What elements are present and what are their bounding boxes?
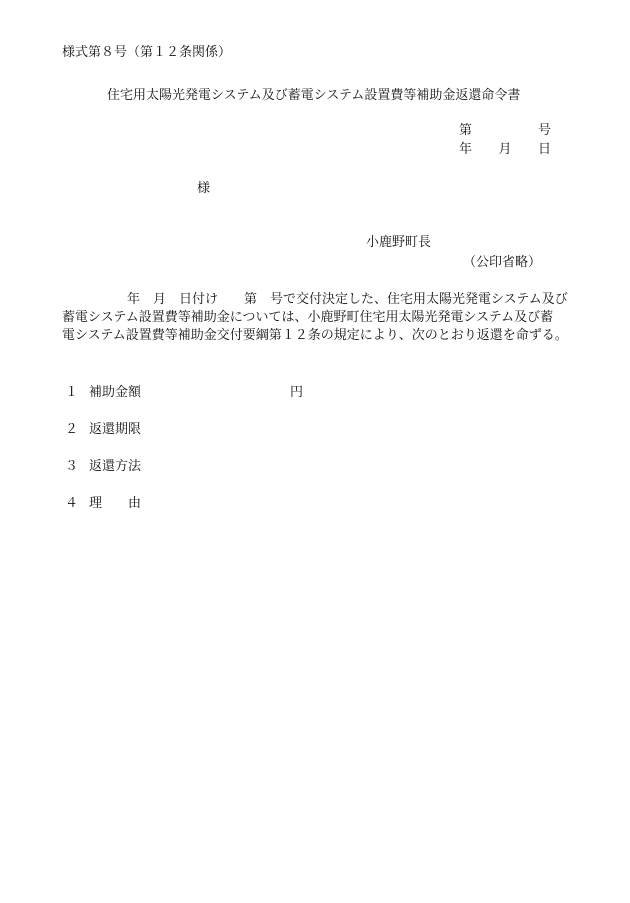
item-label: 返還期限 <box>89 422 142 437</box>
item-reason <box>65 497 159 510</box>
item-repayment-method <box>65 460 159 473</box>
item-number: ３ <box>65 459 79 474</box>
document-number-line <box>459 124 551 137</box>
document-title: 住宅用太陽光発電システム及び蓄電システム設置費等補助金返還命令書 <box>107 88 521 103</box>
seal-omitted-note: （公印省略） <box>463 255 542 270</box>
item-number: ４ <box>65 496 79 511</box>
item-label: 補助金額 <box>89 385 142 400</box>
item-number: １ <box>65 385 79 400</box>
date-month: 月 <box>498 142 512 157</box>
date-day: 日 <box>537 142 551 157</box>
form-label: 様式第８号（第１２条関係） <box>62 45 232 60</box>
number-suffix: 号 <box>537 123 551 138</box>
item-label: 理 由 <box>89 496 142 511</box>
item-label: 返還方法 <box>89 459 142 474</box>
document-date-line <box>459 143 551 156</box>
addressee-honorific: 様 <box>197 181 211 196</box>
item-repayment-deadline <box>65 423 159 436</box>
body-line-1: 年 月 日付け 第 号で交付決定した、住宅用太陽光発電システム及び <box>62 292 568 307</box>
issuer-name: 小鹿野町長 <box>366 235 432 250</box>
date-year: 年 <box>459 142 473 157</box>
item-number: ２ <box>65 422 79 437</box>
yen-unit: 円 <box>290 385 304 400</box>
body-paragraph <box>62 291 574 345</box>
item-subsidy-amount <box>65 386 159 399</box>
body-line-2: 蓄電システム設置費等補助金については、小鹿野町住宅用太陽光発電システム及び蓄 <box>62 310 554 325</box>
body-line-3: 電システム設置費等補助金交付要綱第１２条の規定により、次のとおり返還を命ずる。 <box>62 328 568 343</box>
number-prefix: 第 <box>459 123 473 138</box>
